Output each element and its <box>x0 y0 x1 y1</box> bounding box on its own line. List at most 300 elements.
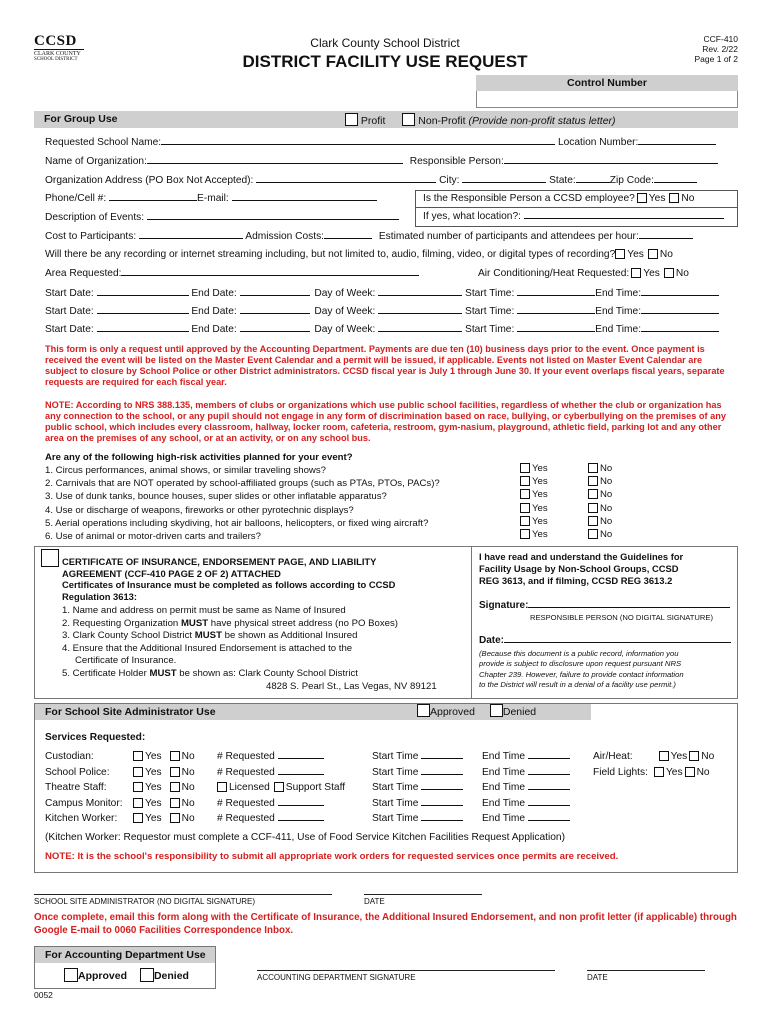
service-end-input[interactable] <box>528 774 570 775</box>
cost-row <box>45 231 693 242</box>
dates-row-3 <box>45 324 719 335</box>
ccsd-employee-yes-label: Yes <box>648 193 666 204</box>
requested-row <box>217 749 345 765</box>
risk-yes-label: Yes <box>532 529 548 541</box>
service-start-row <box>372 749 463 765</box>
risk-question: Are any of the following high-risk activities planned for your event? <box>45 452 353 463</box>
risk-yes-checkbox[interactable] <box>520 529 530 539</box>
requested-input[interactable] <box>278 774 324 775</box>
insurance-subtitle-line: Regulation 3613: <box>62 590 138 602</box>
insurance-item <box>62 630 437 643</box>
service-yes-label: Yes <box>145 797 162 809</box>
field-lights-label: Field Lights: <box>593 766 648 778</box>
risk-yes-option <box>520 475 548 488</box>
admin-denied-checkbox[interactable] <box>490 704 503 717</box>
risk-no-label: No <box>600 476 613 488</box>
service-no-checkbox[interactable] <box>170 798 180 808</box>
risk-yes-checkbox[interactable] <box>520 489 530 499</box>
profit-options <box>345 113 616 127</box>
accounting-signature-line[interactable] <box>257 970 555 971</box>
risk-yes-checkbox[interactable] <box>520 476 530 486</box>
logo-subtext-2: SCHOOL DISTRICT <box>34 57 78 62</box>
admission-input[interactable] <box>324 238 372 239</box>
service-yesno-row <box>133 765 195 781</box>
service-label: School Police: <box>45 766 110 778</box>
end-time-input[interactable] <box>641 331 719 332</box>
air-heat-label: Air/Heat: <box>593 751 633 762</box>
day-of-week-label: Day of Week: <box>314 306 376 317</box>
field-lights-row <box>593 765 714 781</box>
support-staff-label: Support Staff <box>285 782 346 794</box>
service-label: Theatre Staff: <box>45 782 107 794</box>
service-end-row <box>482 780 570 796</box>
service-end-label: End Time <box>482 782 526 794</box>
service-end-label: End Time <box>482 766 526 778</box>
insurance-item: 4. Ensure that the Additional Insured Endorsement is attached to the <box>62 642 353 654</box>
field-lights-no-label: No <box>696 766 710 778</box>
insurance-item-continued: Certificate of Insurance. <box>75 655 177 667</box>
dates-row-2 <box>45 306 719 317</box>
recording-yes-label: Yes <box>627 249 644 260</box>
requested-row <box>217 765 345 781</box>
public-record-notice <box>479 649 684 690</box>
air-heat-row <box>593 749 714 765</box>
admin-date-line[interactable] <box>364 894 482 895</box>
email-instructions: Once complete, email this form along with the Certificate of Insurance, the Additional Insured Endorsement, and non profit letter (if applicable) through Google E-mail to 0060 Facilities Correspondence Inbox. <box>34 912 737 936</box>
description-row <box>45 212 399 223</box>
field-lights-yes-label: Yes <box>665 766 683 778</box>
state-label: State: <box>549 175 576 186</box>
org-name-input[interactable] <box>147 163 403 164</box>
risk-no-option <box>588 475 612 488</box>
risk-no-label: No <box>600 463 613 474</box>
insurance-item-text: 2. Requesting Organization <box>62 617 181 629</box>
email-label: E-mail: <box>197 193 229 204</box>
services-labels <box>45 749 123 827</box>
air-heat-yes-checkbox[interactable] <box>659 751 669 761</box>
org-address-input[interactable] <box>256 182 436 183</box>
signature-label: Signature: <box>479 600 529 611</box>
responsible-person-label: Responsible Person: <box>409 156 504 167</box>
nonprofit-checkbox[interactable] <box>402 113 415 126</box>
risk-no-option <box>588 462 612 475</box>
ccsd-employee-box <box>415 190 738 208</box>
risk-item: 3. Use of dunk tanks, bounce houses, super slides or other inflatable apparatus? <box>45 491 387 503</box>
end-time-label: End Time: <box>595 324 642 335</box>
city-input[interactable] <box>462 182 546 183</box>
address-row <box>45 175 697 186</box>
recording-yes-checkbox[interactable] <box>615 249 625 259</box>
start-time-input[interactable] <box>517 331 595 332</box>
admin-denied-label: Denied <box>502 706 537 718</box>
risk-yes-option <box>520 515 548 528</box>
district-address: 4828 S. Pearl St., Las Vegas, NV 89121 <box>266 680 437 692</box>
guidelines-line: I have read and understand the Guidelines for <box>479 551 684 562</box>
ccsd-employee-no-label: No <box>681 193 695 204</box>
admin-date-caption: DATE <box>364 897 385 906</box>
guidelines-statement <box>479 551 683 588</box>
service-end-input[interactable] <box>528 789 570 790</box>
risk-no-label: No <box>600 515 613 527</box>
facility-options <box>593 749 714 780</box>
requested-school-label: Requested School Name: <box>45 137 162 148</box>
service-yes-checkbox[interactable] <box>133 813 143 823</box>
accounting-approved-label: Approved <box>78 970 128 982</box>
start-date-label: Start Date: <box>45 306 94 317</box>
accounting-denied-label: Denied <box>153 970 189 982</box>
field-lights-yes-checkbox[interactable] <box>654 767 664 777</box>
zip-input[interactable] <box>654 182 697 183</box>
public-record-line: provide is subject to disclosure upon request pursuant NRS <box>479 659 682 669</box>
service-yes-checkbox[interactable] <box>133 767 143 777</box>
end-date-label: End Date: <box>191 288 237 299</box>
risk-no-checkbox[interactable] <box>588 476 598 486</box>
profit-checkbox[interactable] <box>345 113 358 126</box>
area-label: Area Requested: <box>45 268 122 279</box>
requested-input[interactable] <box>278 758 324 759</box>
service-yes-label: Yes <box>145 813 162 825</box>
risk-no-checkbox[interactable] <box>588 503 598 513</box>
location-row <box>423 211 724 222</box>
admin-title: For School Site Administrator Use <box>45 706 216 718</box>
service-start-row <box>372 796 463 812</box>
insurance-checkbox[interactable] <box>41 549 59 567</box>
insurance-item-emphasis: MUST <box>149 667 177 679</box>
responsible-person-input[interactable] <box>504 163 718 164</box>
dates-row-1 <box>45 288 719 299</box>
service-end-input[interactable] <box>528 820 570 821</box>
ac-no-checkbox[interactable] <box>664 268 674 278</box>
requested-school-input[interactable] <box>161 144 555 145</box>
risk-yes-checkbox[interactable] <box>520 503 530 513</box>
org-address-label: Organization Address (PO Box Not Accepted): <box>45 175 254 186</box>
service-start-input[interactable] <box>421 758 463 759</box>
logo-subtext: CLARK COUNTY <box>34 49 84 57</box>
support-staff-checkbox[interactable] <box>274 782 284 792</box>
admission-label: Admission Costs: <box>245 231 324 242</box>
service-start-row <box>372 780 463 796</box>
risk-no-checkbox[interactable] <box>588 463 598 473</box>
nonprofit-note: (Provide non-profit status letter) <box>468 115 616 127</box>
admin-signature-caption: SCHOOL SITE ADMINISTRATOR (NO DIGITAL SIGNATURE) <box>34 897 256 906</box>
end-date-input[interactable] <box>240 295 310 296</box>
risk-item: 1. Circus performances, animal shows, or similar traveling shows? <box>45 465 326 476</box>
risk-no-label: No <box>600 529 613 541</box>
description-label: Description of Events: <box>45 212 145 223</box>
service-start-label: Start Time <box>372 766 419 778</box>
risk-no-option <box>588 488 612 501</box>
participants-input[interactable] <box>639 238 693 239</box>
ac-yes-label: Yes <box>643 268 660 279</box>
risk-no-label: No <box>600 489 613 501</box>
day-of-week-input[interactable] <box>378 331 462 332</box>
recording-no-checkbox[interactable] <box>648 249 658 259</box>
service-label: Custodian: <box>45 751 94 762</box>
insurance-item-text: have physical street address (no PO Boxes) <box>208 617 398 629</box>
service-label: Campus Monitor: <box>45 797 123 809</box>
service-yes-checkbox[interactable] <box>133 798 143 808</box>
risk-yes-option <box>520 488 548 501</box>
risk-yes-label: Yes <box>532 502 548 514</box>
service-start-label: Start Time <box>372 813 419 825</box>
ac-label: Air Conditioning/Heat Requested: <box>478 268 630 279</box>
service-end-row <box>482 749 570 765</box>
insurance-item-emphasis: MUST <box>194 630 222 642</box>
form-code: 0052 <box>34 990 53 1000</box>
risk-yes-label: Yes <box>532 476 548 488</box>
services-end-times <box>482 749 570 827</box>
risk-item: 2. Carnivals that are NOT operated by school-affiliated groups (such as PTAs, PTOs, PACs)? <box>45 478 440 490</box>
page-number: Page 1 of 2 <box>694 54 738 64</box>
end-date-label: End Date: <box>191 306 237 317</box>
insurance-item-text: 5. Certificate Holder <box>62 667 150 679</box>
email-input[interactable] <box>232 200 377 201</box>
ac-no-label: No <box>675 268 689 279</box>
phone-label: Phone/Cell #: <box>45 193 107 204</box>
admin-decision-bar <box>409 704 591 720</box>
risk-item: 5. Aerial operations including skydiving, hot air balloons, helicopters, or fixed wing aircraft? <box>45 517 429 529</box>
service-start-label: Start Time <box>372 797 419 809</box>
service-end-input[interactable] <box>528 758 570 759</box>
start-time-label: Start Time: <box>465 324 515 335</box>
admin-signature-line[interactable] <box>34 894 332 895</box>
insurance-requirements <box>62 605 437 693</box>
risk-yes-checkbox[interactable] <box>520 516 530 526</box>
phone-input[interactable] <box>109 200 197 201</box>
risk-no-checkbox[interactable] <box>588 489 598 499</box>
requested-label: # Requested <box>217 813 275 825</box>
insurance-item-text: be shown as: Clark County School District <box>176 667 358 679</box>
service-yes-checkbox[interactable] <box>133 751 143 761</box>
theatre-staff-row <box>217 780 345 796</box>
ac-yes-checkbox[interactable] <box>631 268 641 278</box>
risk-item: 4. Use or discharge of weapons, fireworks or other pyrotechnic displays? <box>45 504 354 516</box>
ccsd-employee-row <box>423 193 694 204</box>
control-number-field[interactable] <box>476 91 738 108</box>
air-heat-no-checkbox[interactable] <box>689 751 699 761</box>
risk-no-option <box>588 515 612 528</box>
signature-row <box>479 600 730 611</box>
insurance-title-line: CERTIFICATE OF INSURANCE, ENDORSEMENT PAGE, AND LIABILITY <box>62 556 377 567</box>
requested-label: # Requested <box>217 766 275 778</box>
service-yesno-row <box>133 780 195 796</box>
city-label: City: <box>439 175 460 186</box>
risk-yes-option <box>520 528 548 541</box>
admin-approved-label: Approved <box>430 706 475 718</box>
risk-no-checkbox[interactable] <box>588 516 598 526</box>
nrs-notice: NOTE: According to NRS 388.135, members of clubs or organizations which use public school facilities, regardless of whether the club or organization has any connection to the school, or any pupil should not engage in any form of discrimination based on race, bullying, or cyberbullying on the premises of any public school, which includes every classroom, hallway, locker room, cafeteria, restroom, gym-nasium, playground, athletic field, parking lot and any other area on the premises of any school, or at an activity, or on any school bus. <box>45 400 726 444</box>
accounting-date-line[interactable] <box>587 970 705 971</box>
location-input[interactable] <box>524 218 724 219</box>
service-end-label: End Time <box>482 797 526 809</box>
signature-input[interactable] <box>528 607 730 608</box>
area-input[interactable] <box>121 275 419 276</box>
insurance-item-text: 3. Clark County School District <box>62 630 195 642</box>
area-row <box>45 268 419 279</box>
accounting-signature-caption: ACCOUNTING DEPARTMENT SIGNATURE <box>257 973 416 982</box>
start-date-label: Start Date: <box>45 324 94 335</box>
page-title: DISTRICT FACILITY USE REQUEST <box>242 52 528 71</box>
service-no-label: No <box>181 797 195 809</box>
risk-yes-option <box>520 502 548 515</box>
start-date-input[interactable] <box>97 331 189 332</box>
insurance-item-emphasis: MUST <box>180 617 209 629</box>
ccsd-employee-yes-checkbox[interactable] <box>637 193 647 203</box>
org-name-label: Name of Organization: <box>45 156 147 167</box>
end-time-input[interactable] <box>641 295 719 296</box>
accounting-approved-checkbox[interactable] <box>64 968 78 982</box>
insurance-item <box>62 618 437 631</box>
service-end-row <box>482 811 570 827</box>
end-time-input[interactable] <box>641 313 719 314</box>
risk-list <box>45 464 440 543</box>
accounting-date-caption: DATE <box>587 973 608 982</box>
start-time-label: Start Time: <box>465 288 515 299</box>
service-start-input[interactable] <box>421 805 463 806</box>
service-end-row <box>482 796 570 812</box>
insurance-checkbox-wrap <box>41 549 59 570</box>
service-yesno-row <box>133 749 195 765</box>
insurance-title-line: AGREEMENT (CCF-410 PAGE 2 OF 2) ATTACHED <box>62 567 281 579</box>
risk-no-column <box>588 462 612 541</box>
service-yesno-row <box>133 796 195 812</box>
service-yesno-row <box>133 811 195 827</box>
insurance-item <box>62 668 437 681</box>
admin-approved-checkbox[interactable] <box>417 704 430 717</box>
accounting-denied-checkbox[interactable] <box>140 968 154 982</box>
service-start-label: Start Time <box>372 751 419 762</box>
insurance-item: 1. Name and address on permit must be same as Name of Insured <box>62 605 346 616</box>
location-question: If yes, what location?: <box>423 211 521 222</box>
accounting-title: For Accounting Department Use <box>45 949 206 961</box>
form-number-block <box>695 34 738 64</box>
phone-row <box>45 193 377 204</box>
requested-input[interactable] <box>278 805 324 806</box>
group-use-title: For Group Use <box>44 113 118 125</box>
service-no-checkbox[interactable] <box>170 767 180 777</box>
end-time-label: End Time: <box>595 306 642 317</box>
service-start-row <box>372 765 463 781</box>
insurance-item-text: be shown as Additional Insured <box>221 630 358 642</box>
payment-notice: This form is only a request until approved by the Accounting Department. Payments are due ten (10) business days prior to the event. Once payment is received the event will be listed on the Master Event Calendar and a permit will be issued, if applicable. Events not listed on Master Event Calendar are subject to closure by School Police or other District administrators. CCSD fiscal year is July 1 through June 30. If your event overlaps fiscal years, separate requests are required for each fiscal year. <box>45 344 725 388</box>
location-number-input[interactable] <box>638 144 716 145</box>
logo-text: CCSD <box>34 33 77 49</box>
service-end-label: End Time <box>482 813 526 825</box>
day-of-week-label: Day of Week: <box>314 324 376 335</box>
risk-yes-label: Yes <box>532 515 548 527</box>
service-start-input[interactable] <box>421 789 463 790</box>
risk-no-label: No <box>600 502 613 514</box>
service-end-label: End Time <box>482 751 526 762</box>
field-lights-no-checkbox[interactable] <box>685 767 695 777</box>
risk-yes-option <box>520 462 548 475</box>
end-date-label: End Date: <box>191 324 237 335</box>
accounting-bar <box>35 947 215 963</box>
requested-row <box>217 811 345 827</box>
requested-input[interactable] <box>278 820 324 821</box>
day-of-week-input[interactable] <box>378 313 462 314</box>
date-row <box>479 635 731 646</box>
date-label: Date: <box>479 635 505 646</box>
services-heading: Services Requested: <box>45 732 146 743</box>
risk-yes-checkbox[interactable] <box>520 463 530 473</box>
state-input[interactable] <box>576 182 610 183</box>
service-start-input[interactable] <box>421 820 463 821</box>
public-record-line: Chapter 239. However, failure to provide contact information <box>479 669 684 679</box>
insurance-title <box>62 556 395 602</box>
end-date-input[interactable] <box>240 331 310 332</box>
form-revision: Rev. 2/22 <box>702 44 738 54</box>
service-yes-label: Yes <box>145 751 162 762</box>
public-record-line: to the District will result in a denial of a facility use permit.) <box>479 679 676 689</box>
start-date-label: Start Date: <box>45 288 94 299</box>
requested-school-row <box>45 137 716 148</box>
recording-no-label: No <box>659 249 673 260</box>
service-yes-label: Yes <box>145 782 162 794</box>
guidelines-line: REG 3613, and if filming, CCSD REG 3613.2 <box>479 575 673 587</box>
licensed-label: Licensed <box>229 782 270 794</box>
risk-yes-label: Yes <box>532 463 548 474</box>
guidelines-line: Facility Usage by Non-School Groups, CCSD <box>479 563 679 575</box>
end-time-label: End Time: <box>595 288 642 299</box>
licensed-checkbox[interactable] <box>217 782 227 792</box>
service-no-checkbox[interactable] <box>170 813 180 823</box>
ccsd-employee-no-checkbox[interactable] <box>669 193 679 203</box>
day-of-week-label: Day of Week: <box>314 288 376 299</box>
service-end-input[interactable] <box>528 805 570 806</box>
form-number: CCF-410 <box>703 34 738 44</box>
end-date-input[interactable] <box>240 313 310 314</box>
start-date-input[interactable] <box>97 313 189 314</box>
date-input[interactable] <box>504 642 731 643</box>
work-order-note: NOTE: It is the school's responsibility to submit all appropriate work orders for requested services once permits are received. <box>45 851 619 862</box>
location-number-label: Location Number: <box>557 137 639 148</box>
service-no-checkbox[interactable] <box>170 751 180 761</box>
service-start-input[interactable] <box>421 774 463 775</box>
participants-label: Estimated number of participants and attendees per hour: <box>378 231 639 242</box>
risk-item: 6. Use of animal or motor-driven carts and trailers? <box>45 531 261 543</box>
risk-no-option <box>588 528 612 541</box>
nonprofit-label: Non-Profit <box>418 115 466 127</box>
district-name: Clark County School District <box>310 36 460 50</box>
start-time-input[interactable] <box>517 313 595 314</box>
recording-question: Will there be any recording or internet streaming including, but not limited to, audio, filming, video, or digital types of recording? <box>45 249 616 260</box>
insurance-subtitle-line: Certificates of Insurance must be completed as follows according to CCSD <box>62 579 396 591</box>
risk-no-checkbox[interactable] <box>588 529 598 539</box>
cost-input[interactable] <box>139 238 243 239</box>
service-no-label: No <box>181 766 195 778</box>
start-time-input[interactable] <box>517 295 595 296</box>
start-time-label: Start Time: <box>465 306 515 317</box>
day-of-week-input[interactable] <box>378 295 462 296</box>
recording-row <box>45 249 673 260</box>
responsible-signature-caption: RESPONSIBLE PERSON (NO DIGITAL SIGNATURE) <box>530 613 713 622</box>
start-date-input[interactable] <box>97 295 189 296</box>
kitchen-note: (Kitchen Worker: Requestor must complete a CCF-411, Use of Food Service Kitchen Facilities Request Application) <box>45 832 565 843</box>
requested-row <box>217 796 345 812</box>
service-yes-checkbox[interactable] <box>133 782 143 792</box>
location-box <box>415 208 738 227</box>
risk-no-option <box>588 502 612 515</box>
service-no-checkbox[interactable] <box>170 782 180 792</box>
risk-yes-column <box>520 462 548 541</box>
services-start-times <box>372 749 463 827</box>
services-yesno <box>133 749 195 827</box>
service-no-label: No <box>181 782 195 794</box>
risk-yes-label: Yes <box>532 489 548 501</box>
description-input[interactable] <box>147 219 399 220</box>
service-end-row <box>482 765 570 781</box>
